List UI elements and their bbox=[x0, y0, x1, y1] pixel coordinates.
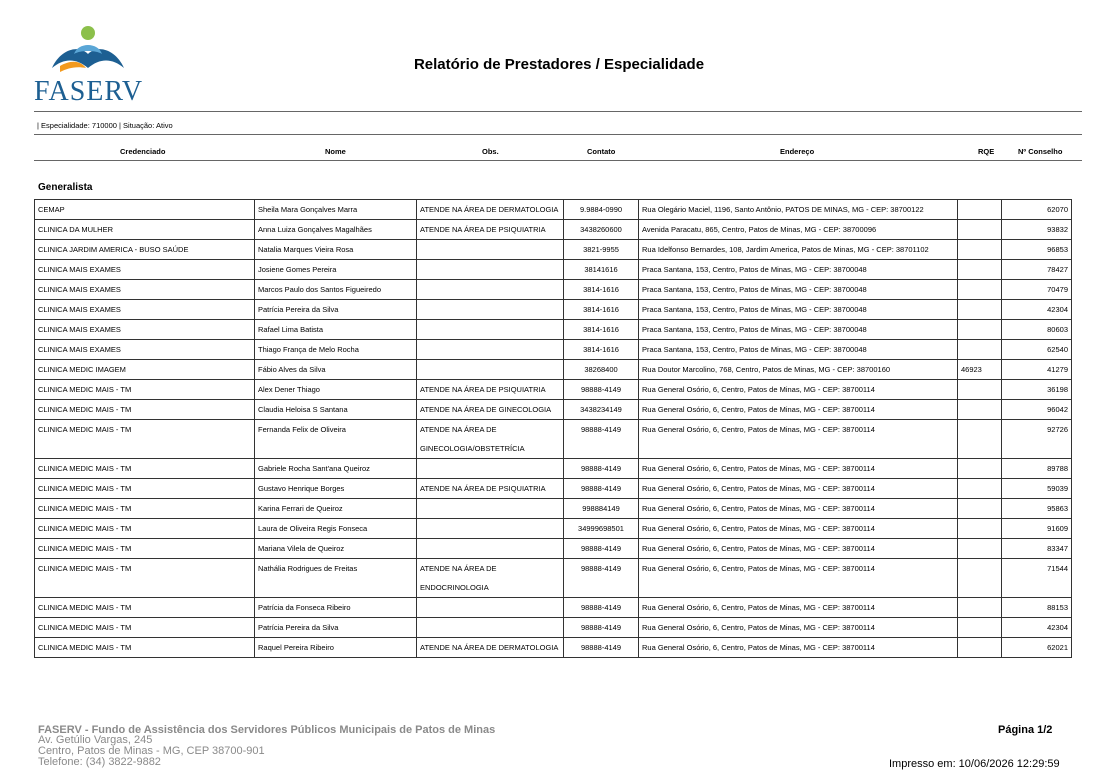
cell-conselho: 89788 bbox=[1002, 459, 1072, 479]
table-row bbox=[35, 260, 1072, 280]
column-header-endereco: Endereço bbox=[780, 147, 815, 156]
table-row bbox=[35, 519, 1072, 539]
cell-contato: 98888-4149 bbox=[564, 459, 639, 479]
cell-endereco: Rua General Osório, 6, Centro, Patos de Minas, MG - CEP: 38700114 bbox=[639, 499, 958, 519]
cell-endereco: Avenida Paracatu, 865, Centro, Patos de Minas, MG - CEP: 38700096 bbox=[639, 220, 958, 240]
table-row bbox=[35, 200, 1072, 220]
providers-table bbox=[34, 199, 1072, 658]
cell-endereco: Rua Doutor Marcolino, 768, Centro, Patos de Minas, MG - CEP: 38700160 bbox=[639, 360, 958, 380]
cell-endereco: Rua General Osório, 6, Centro, Patos de Minas, MG - CEP: 38700114 bbox=[639, 638, 958, 658]
cell-credenciado: CLINICA MEDIC MAIS - TM bbox=[35, 519, 255, 539]
cell-rqe bbox=[958, 280, 1002, 300]
report-title: Relatório de Prestadores / Especialidade bbox=[413, 56, 705, 73]
cell-rqe bbox=[958, 479, 1002, 499]
cell-rqe bbox=[958, 240, 1002, 260]
cell-conselho: 42304 bbox=[1002, 300, 1072, 320]
table-row bbox=[35, 380, 1072, 400]
cell-endereco: Rua General Osório, 6, Centro, Patos de Minas, MG - CEP: 38700114 bbox=[639, 420, 958, 459]
cell-endereco: Rua General Osório, 6, Centro, Patos de Minas, MG - CEP: 38700114 bbox=[639, 539, 958, 559]
cell-conselho: 71544 bbox=[1002, 559, 1072, 598]
cell-nome: Mariana Vilela de Queiroz bbox=[255, 539, 417, 559]
cell-obs: ATENDE NA ÁREA DE GINECOLOGIA bbox=[417, 400, 564, 420]
cell-credenciado: CLINICA MAIS EXAMES bbox=[35, 340, 255, 360]
cell-conselho: 41279 bbox=[1002, 360, 1072, 380]
cell-conselho: 59039 bbox=[1002, 479, 1072, 499]
cell-contato: 98888-4149 bbox=[564, 539, 639, 559]
cell-rqe bbox=[958, 400, 1002, 420]
cell-rqe bbox=[958, 618, 1002, 638]
table-row bbox=[35, 360, 1072, 380]
cell-credenciado: CLINICA MEDIC MAIS - TM bbox=[35, 638, 255, 658]
cell-contato: 98888-4149 bbox=[564, 559, 639, 598]
page-number: Página 1/2 bbox=[998, 724, 1053, 736]
cell-obs bbox=[417, 618, 564, 638]
cell-endereco: Praca Santana, 153, Centro, Patos de Minas, MG - CEP: 38700048 bbox=[639, 260, 958, 280]
cell-nome: Patrícia da Fonseca Ribeiro bbox=[255, 598, 417, 618]
cell-endereco: Praca Santana, 153, Centro, Patos de Minas, MG - CEP: 38700048 bbox=[639, 340, 958, 360]
header-divider bbox=[34, 111, 1082, 112]
footer-address-street: Av. Getúlio Vargas, 245 bbox=[38, 734, 153, 746]
cell-conselho: 88153 bbox=[1002, 598, 1072, 618]
cell-obs bbox=[417, 459, 564, 479]
logo-text: FASERV bbox=[34, 76, 144, 107]
cell-contato: 3814-1616 bbox=[564, 300, 639, 320]
cell-obs bbox=[417, 300, 564, 320]
cell-endereco: Praca Santana, 153, Centro, Patos de Minas, MG - CEP: 38700048 bbox=[639, 280, 958, 300]
cell-credenciado: CLINICA MEDIC MAIS - TM bbox=[35, 400, 255, 420]
cell-nome: Anna Luiza Gonçalves Magalhães bbox=[255, 220, 417, 240]
cell-nome: Karina Ferrari de Queiroz bbox=[255, 499, 417, 519]
table-row bbox=[35, 479, 1072, 499]
cell-obs bbox=[417, 260, 564, 280]
column-header-conselho: Nº Conselho bbox=[1018, 147, 1063, 156]
cell-rqe bbox=[958, 499, 1002, 519]
column-header-credenciado: Credenciado bbox=[120, 147, 166, 156]
cell-contato: 98888-4149 bbox=[564, 618, 639, 638]
filter-divider bbox=[34, 134, 1082, 135]
cell-rqe bbox=[958, 320, 1002, 340]
cell-contato: 3814-1616 bbox=[564, 340, 639, 360]
cell-endereco: Rua General Osório, 6, Centro, Patos de Minas, MG - CEP: 38700114 bbox=[639, 459, 958, 479]
cell-nome: Alex Dener Thiago bbox=[255, 380, 417, 400]
cell-obs: ATENDE NA ÁREA DE DERMATOLOGIA bbox=[417, 200, 564, 220]
cell-rqe bbox=[958, 459, 1002, 479]
cell-conselho: 92726 bbox=[1002, 420, 1072, 459]
cell-contato: 3438234149 bbox=[564, 400, 639, 420]
column-header-contato: Contato bbox=[587, 147, 616, 156]
cell-conselho: 91609 bbox=[1002, 519, 1072, 539]
cell-obs bbox=[417, 539, 564, 559]
cell-nome: Laura de Oliveira Regis Fonseca bbox=[255, 519, 417, 539]
cell-credenciado: CLINICA MEDIC MAIS - TM bbox=[35, 539, 255, 559]
cell-conselho: 93832 bbox=[1002, 220, 1072, 240]
cell-obs bbox=[417, 280, 564, 300]
cell-obs: ATENDE NA ÁREA DE GINECOLOGIA/OBSTETRÍCIA bbox=[417, 420, 564, 459]
cell-obs bbox=[417, 519, 564, 539]
cell-credenciado: CLINICA MAIS EXAMES bbox=[35, 320, 255, 340]
cell-nome: Thiago França de Melo Rocha bbox=[255, 340, 417, 360]
cell-conselho: 83347 bbox=[1002, 539, 1072, 559]
cell-credenciado: CEMAP bbox=[35, 200, 255, 220]
column-header-nome: Nome bbox=[325, 147, 346, 156]
cell-nome: Patrícia Pereira da Silva bbox=[255, 300, 417, 320]
cell-contato: 34999698501 bbox=[564, 519, 639, 539]
cell-endereco: Rua General Osório, 6, Centro, Patos de Minas, MG - CEP: 38700114 bbox=[639, 618, 958, 638]
cell-obs bbox=[417, 240, 564, 260]
cell-rqe bbox=[958, 220, 1002, 240]
cell-contato: 9.9884-0990 bbox=[564, 200, 639, 220]
cell-credenciado: CLINICA MEDIC MAIS - TM bbox=[35, 479, 255, 499]
cell-endereco: Praca Santana, 153, Centro, Patos de Minas, MG - CEP: 38700048 bbox=[639, 320, 958, 340]
cell-rqe bbox=[958, 519, 1002, 539]
cell-contato: 3821-9955 bbox=[564, 240, 639, 260]
cell-obs bbox=[417, 360, 564, 380]
cell-nome: Claudia Heloisa S Santana bbox=[255, 400, 417, 420]
cell-endereco: Rua General Osório, 6, Centro, Patos de Minas, MG - CEP: 38700114 bbox=[639, 559, 958, 598]
cell-endereco: Praca Santana, 153, Centro, Patos de Minas, MG - CEP: 38700048 bbox=[639, 300, 958, 320]
report-filter: | Especialidade: 710000 | Situação: Ativo bbox=[37, 121, 173, 130]
column-header-divider bbox=[34, 160, 1082, 161]
cell-contato: 3438260600 bbox=[564, 220, 639, 240]
table-row bbox=[35, 280, 1072, 300]
cell-obs: ATENDE NA ÁREA DE ENDOCRINOLOGIA bbox=[417, 559, 564, 598]
table-row bbox=[35, 598, 1072, 618]
cell-endereco: Rua General Osório, 6, Centro, Patos de Minas, MG - CEP: 38700114 bbox=[639, 598, 958, 618]
cell-rqe bbox=[958, 420, 1002, 459]
cell-contato: 3814-1616 bbox=[564, 320, 639, 340]
cell-endereco: Rua General Osório, 6, Centro, Patos de Minas, MG - CEP: 38700114 bbox=[639, 400, 958, 420]
table-row bbox=[35, 420, 1072, 459]
cell-obs bbox=[417, 340, 564, 360]
cell-contato: 98888-4149 bbox=[564, 380, 639, 400]
cell-rqe bbox=[958, 340, 1002, 360]
cell-conselho: 96853 bbox=[1002, 240, 1072, 260]
cell-nome: Fábio Alves da Silva bbox=[255, 360, 417, 380]
cell-conselho: 36198 bbox=[1002, 380, 1072, 400]
cell-credenciado: CLINICA MEDIC MAIS - TM bbox=[35, 499, 255, 519]
cell-endereco: Rua Olegário Maciel, 1196, Santo Antônio, PATOS DE MINAS, MG - CEP: 38700122 bbox=[639, 200, 958, 220]
cell-rqe bbox=[958, 300, 1002, 320]
cell-obs: ATENDE NA ÁREA DE DERMATOLOGIA bbox=[417, 638, 564, 658]
cell-rqe bbox=[958, 539, 1002, 559]
cell-credenciado: CLINICA MEDIC IMAGEM bbox=[35, 360, 255, 380]
cell-contato: 98888-4149 bbox=[564, 420, 639, 459]
cell-nome: Sheila Mara Gonçalves Marra bbox=[255, 200, 417, 220]
cell-contato: 3814-1616 bbox=[564, 280, 639, 300]
cell-credenciado: CLINICA MEDIC MAIS - TM bbox=[35, 420, 255, 459]
cell-nome: Nathália Rodrigues de Freitas bbox=[255, 559, 417, 598]
cell-nome: Josiene Gomes Pereira bbox=[255, 260, 417, 280]
cell-rqe bbox=[958, 598, 1002, 618]
cell-rqe bbox=[958, 638, 1002, 658]
section-title: Generalista bbox=[38, 182, 93, 193]
cell-credenciado: CLINICA MAIS EXAMES bbox=[35, 260, 255, 280]
footer-phone: Telefone: (34) 3822-9882 bbox=[38, 756, 161, 768]
cell-credenciado: CLINICA MAIS EXAMES bbox=[35, 280, 255, 300]
cell-conselho: 62021 bbox=[1002, 638, 1072, 658]
table-row bbox=[35, 539, 1072, 559]
table-row bbox=[35, 220, 1072, 240]
cell-rqe bbox=[958, 559, 1002, 598]
cell-endereco: Rua General Osório, 6, Centro, Patos de Minas, MG - CEP: 38700114 bbox=[639, 380, 958, 400]
table-row bbox=[35, 300, 1072, 320]
cell-credenciado: CLINICA MAIS EXAMES bbox=[35, 300, 255, 320]
cell-obs bbox=[417, 499, 564, 519]
cell-conselho: 70479 bbox=[1002, 280, 1072, 300]
cell-credenciado: CLINICA MEDIC MAIS - TM bbox=[35, 598, 255, 618]
table-row bbox=[35, 340, 1072, 360]
cell-credenciado: CLINICA MEDIC MAIS - TM bbox=[35, 380, 255, 400]
cell-nome: Gustavo Henrique Borges bbox=[255, 479, 417, 499]
cell-rqe bbox=[958, 200, 1002, 220]
cell-contato: 98888-4149 bbox=[564, 638, 639, 658]
cell-conselho: 80603 bbox=[1002, 320, 1072, 340]
table-row bbox=[35, 459, 1072, 479]
column-header-rqe: RQE bbox=[978, 147, 995, 156]
cell-nome: Marcos Paulo dos Santos Figueiredo bbox=[255, 280, 417, 300]
cell-endereco: Rua General Osório, 6, Centro, Patos de Minas, MG - CEP: 38700114 bbox=[639, 479, 958, 499]
column-header-obs: Obs. bbox=[482, 147, 499, 156]
table-row bbox=[35, 320, 1072, 340]
cell-conselho: 95863 bbox=[1002, 499, 1072, 519]
cell-nome: Natalia Marques Vieira Rosa bbox=[255, 240, 417, 260]
cell-conselho: 62070 bbox=[1002, 200, 1072, 220]
cell-conselho: 78427 bbox=[1002, 260, 1072, 280]
cell-contato: 38141616 bbox=[564, 260, 639, 280]
cell-conselho: 42304 bbox=[1002, 618, 1072, 638]
cell-credenciado: CLINICA JARDIM AMERICA - BUSO SAÚDE bbox=[35, 240, 255, 260]
cell-obs: ATENDE NA ÁREA DE PSIQUIATRIA bbox=[417, 380, 564, 400]
cell-obs: ATENDE NA ÁREA DE PSIQUIATRIA bbox=[417, 220, 564, 240]
cell-rqe: 46923 bbox=[958, 360, 1002, 380]
providers-table-body bbox=[35, 200, 1072, 658]
cell-contato: 38268400 bbox=[564, 360, 639, 380]
footer-address-city: Centro, Patos de Minas - MG, CEP 38700-901 bbox=[38, 745, 265, 757]
table-row bbox=[35, 499, 1072, 519]
cell-nome: Gabriele Rocha Sant'ana Queiroz bbox=[255, 459, 417, 479]
cell-endereco: Rua General Osório, 6, Centro, Patos de Minas, MG - CEP: 38700114 bbox=[639, 519, 958, 539]
printed-timestamp: Impresso em: 10/06/2026 12:29:59 bbox=[889, 758, 1060, 770]
cell-credenciado: CLINICA MEDIC MAIS - TM bbox=[35, 459, 255, 479]
cell-obs bbox=[417, 320, 564, 340]
cell-nome: Patrícia Pereira da Silva bbox=[255, 618, 417, 638]
cell-rqe bbox=[958, 380, 1002, 400]
cell-credenciado: CLINICA MEDIC MAIS - TM bbox=[35, 618, 255, 638]
cell-obs: ATENDE NA ÁREA DE PSIQUIATRIA bbox=[417, 479, 564, 499]
footer-organization: FASERV - Fundo de Assistência dos Servidores Públicos Municipais de Patos de Minas bbox=[38, 724, 496, 736]
table-row bbox=[35, 559, 1072, 598]
table-row bbox=[35, 400, 1072, 420]
cell-contato: 98888-4149 bbox=[564, 598, 639, 618]
cell-contato: 998884149 bbox=[564, 499, 639, 519]
cell-conselho: 96042 bbox=[1002, 400, 1072, 420]
cell-contato: 98888-4149 bbox=[564, 479, 639, 499]
table-row bbox=[35, 638, 1072, 658]
table-row bbox=[35, 618, 1072, 638]
cell-conselho: 62540 bbox=[1002, 340, 1072, 360]
cell-nome: Fernanda Felix de Oliveira bbox=[255, 420, 417, 459]
cell-obs bbox=[417, 598, 564, 618]
cell-rqe bbox=[958, 260, 1002, 280]
cell-credenciado: CLINICA MEDIC MAIS - TM bbox=[35, 559, 255, 598]
cell-endereco: Rua Idelfonso Bernardes, 108, Jardim America, Patos de Minas, MG - CEP: 38701102 bbox=[639, 240, 958, 260]
table-row bbox=[35, 240, 1072, 260]
cell-nome: Rafael Lima Batista bbox=[255, 320, 417, 340]
cell-nome: Raquel Pereira Ribeiro bbox=[255, 638, 417, 658]
cell-credenciado: CLINICA DA MULHER bbox=[35, 220, 255, 240]
